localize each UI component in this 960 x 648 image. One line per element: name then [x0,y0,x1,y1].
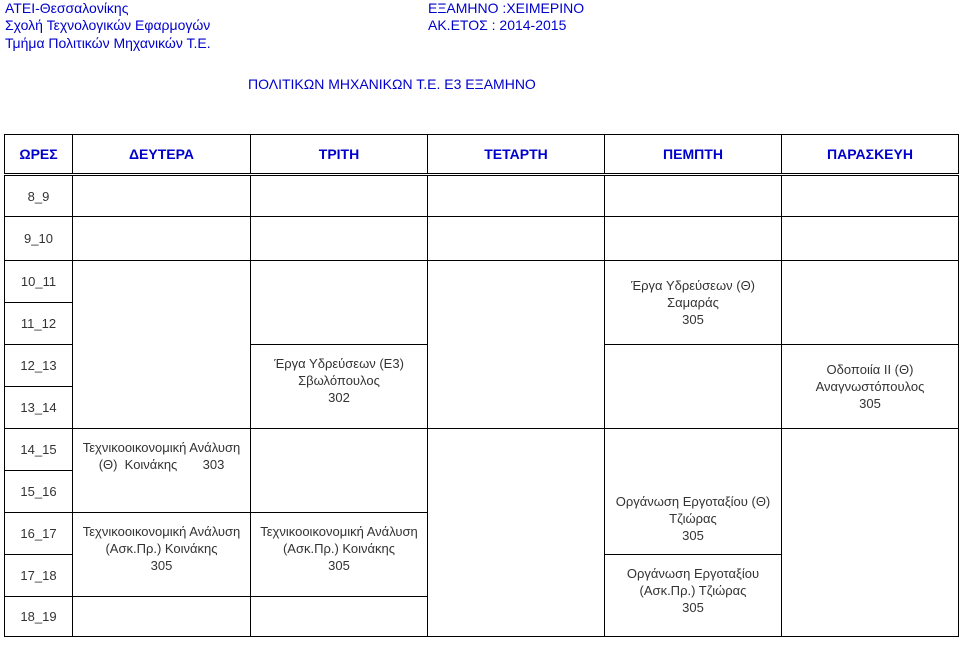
empty-cell [73,175,251,217]
hour-label: 11_12 [5,303,73,345]
hour-label: 12_13 [5,345,73,387]
hour-label: 9_10 [5,217,73,261]
hour-label: 16_17 [5,513,73,555]
column-header-wednesday: ΤΕΤΑΡΤΗ [428,135,605,175]
column-header-friday: ΠΑΡΑΣΚΕΥΗ [782,135,959,175]
page-title: ΠΟΛΙΤΙΚΩΝ ΜΗΧΑΝΙΚΩΝ Τ.Ε. Ε3 ΕΞΑΜΗΝΟ [248,76,536,92]
empty-cell [251,261,428,345]
class-water-supply-theory [605,261,782,345]
column-header-hours: ΩΡΕΣ [5,135,73,175]
instructor-name: (Ασκ.Πρ.) Τζιώρας [639,583,747,598]
empty-cell [428,175,605,217]
course-name: Τεχνικοοικονομική Ανάλυση [82,524,241,539]
empty-cell [605,175,782,217]
academic-year-label: ΑΚ.ΕΤΟΣ : 2014-2015 [428,17,567,33]
instructor-name: Σβωλόπουλος [298,373,380,388]
hour-label: 17_18 [5,555,73,597]
instructor-name: (Ασκ.Πρ.) Κοινάκης [105,541,218,556]
room-number: 305 [682,312,704,327]
class-site-organization-theory [605,429,782,555]
hour-label: 13_14 [5,387,73,429]
empty-cell [428,217,605,261]
hour-label: 15_16 [5,471,73,513]
hour-label: 10_11 [5,261,73,303]
instructor-name: Τζιώρας [669,511,717,526]
course-details: (Θ) Κοινάκης 303 [98,457,225,472]
empty-cell [251,217,428,261]
room-number: 305 [150,558,173,573]
empty-cell [605,217,782,261]
institution-name: ΑΤΕΙ-Θεσσαλονίκης [5,0,129,16]
table-row [5,429,959,471]
instructor-name: (Ασκ.Πρ.) Κοινάκης [282,541,396,556]
empty-cell [782,217,959,261]
department-name: Τμήμα Πολιτικών Μηχανικών Τ.Ε. [5,35,211,51]
empty-cell [73,597,251,637]
semester-label: ΕΞΑΜΗΝΟ :ΧΕΙΜΕΡΙΝΟ [428,0,585,16]
class-tech-economic-lab-tuesday [251,513,428,597]
table-row [5,261,959,303]
empty-cell [428,261,605,429]
column-header-monday: ΔΕΥΤΕΡΑ [73,135,251,175]
empty-cell [73,217,251,261]
room-number: 305 [682,528,704,543]
course-name: Έργα Υδρεύσεων (Θ) [630,278,756,293]
table-row [5,217,959,261]
course-name: Τεχνικοοικονομική Ανάλυση [82,440,241,455]
timetable [4,134,959,637]
room-number: 305 [682,600,704,615]
empty-cell [251,175,428,217]
column-header-tuesday: ΤΡΙΤΗ [251,135,428,175]
empty-cell [782,175,959,217]
hour-label: 14_15 [5,429,73,471]
course-name: Τεχνικοοικονομική Ανάλυση [260,524,418,539]
room-number: 305 [328,558,350,573]
course-name: Οργάνωση Εργοταξίου [626,566,760,581]
course-name: Οργάνωση Εργοταξίου (Θ) [615,494,771,509]
class-tech-economic-theory [73,429,251,513]
empty-cell [251,429,428,513]
table-row [5,175,959,217]
class-tech-economic-lab-monday [73,513,251,597]
empty-cell [73,261,251,429]
room-number: 305 [859,396,881,411]
course-name: Οδοποιία ΙΙ (Θ) [826,362,914,377]
empty-cell [251,597,428,637]
school-name: Σχολή Τεχνολογικών Εφαρμογών [5,17,211,33]
empty-cell [428,429,605,637]
class-water-supply-e3 [251,345,428,429]
empty-cell [782,261,959,345]
hour-label: 18_19 [5,597,73,637]
empty-cell [605,345,782,429]
class-site-organization-lab [605,555,782,637]
column-header-thursday: ΠΕΜΠΤΗ [605,135,782,175]
hour-label: 8_9 [5,175,73,217]
course-name: Έργα Υδρεύσεων (Ε3) [274,356,404,371]
timetable-header-row [5,135,959,175]
instructor-name: Αναγνωστόπουλος [815,379,925,394]
class-road-engineering-ii [782,345,959,429]
instructor-name: Σαμαράς [667,295,719,310]
empty-cell [782,429,959,637]
room-number: 302 [328,390,350,405]
